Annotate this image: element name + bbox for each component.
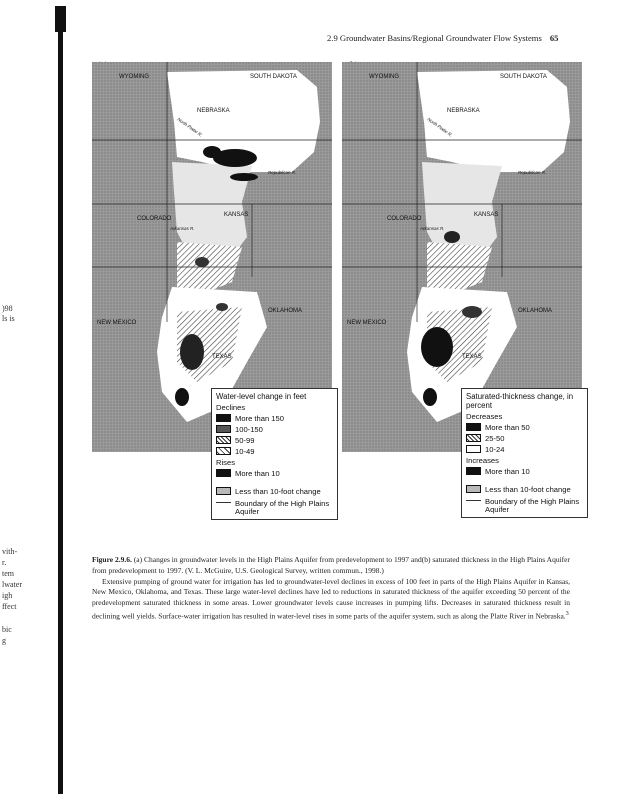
- caption-text: (a) Changes in groundwater levels in the High Plains Aquifer from predevelopment to 1997 and(b) saturated thickness in the High Plains Aquifer from predevelopment to 1997. (V. L. McGuire, U.S. Geological Survey, written commun., 1998.): [92, 555, 571, 575]
- legend-row: [216, 424, 333, 434]
- gutter-fragment: tem: [2, 569, 14, 578]
- state-label: SOUTH DAKOTA: [500, 74, 547, 80]
- decline-area: [230, 173, 258, 181]
- state-label: KANSAS: [474, 212, 499, 218]
- state-label: NEBRASKA: [447, 108, 480, 114]
- legend-swatch: [466, 485, 481, 493]
- legend-row: [466, 484, 583, 494]
- legend-boundary-label: Boundary of the High Plains Aquifer: [485, 497, 580, 514]
- running-head: [327, 33, 558, 43]
- caption-body: Extensive pumping of ground water for irrigation has led to groundwater-level declines in excess of 100 feet in parts of the High Plains Aquifer in Kansas, New Mexico, Oklahoma, and Texas. These large water-level declines have led to reductions in saturated thickness of the aquifer exceeding 50 percent of the predevelopment saturated thickness in some areas. Lower groundwater levels cause increases in pumping lifts. Decreases in saturated thickness result in declining well yields. Surface-water irrigation has resulted in water-level rises in some parts of the aquifer system, such as along the Platte River in Nebraska.: [92, 576, 570, 621]
- state-label: NEBRASKA: [197, 108, 230, 114]
- gutter-fragment: lwater: [2, 580, 22, 589]
- legend-swatch: [466, 434, 481, 442]
- legend-title: Water-level change in feet: [216, 392, 307, 401]
- legend-row: [216, 486, 333, 496]
- legend-swatch: [466, 445, 481, 453]
- legend-label: Less than 10-foot change: [485, 484, 571, 494]
- river-label: Arkansas R.: [420, 226, 445, 231]
- decrease-area: [423, 388, 437, 406]
- river-label: Arkansas R.: [170, 226, 195, 231]
- gutter-fragment: g: [2, 636, 6, 645]
- gutter-fragment: bic: [2, 625, 12, 634]
- legend-label: 10-49: [235, 446, 255, 456]
- decrease-area: [462, 306, 482, 318]
- legend-label: More than 10: [485, 466, 530, 476]
- legend-heading: Increases: [466, 456, 499, 465]
- legend-swatch: [466, 500, 481, 501]
- legend-label: Less than 10-foot change: [235, 486, 321, 496]
- river-label: North Platte R.: [176, 116, 204, 138]
- legend-row: [466, 422, 583, 432]
- decline-area: [203, 146, 221, 158]
- aquifer-nebraska: [417, 70, 570, 172]
- state-label: SOUTH DAKOTA: [250, 74, 297, 80]
- decline-area: [180, 334, 204, 370]
- footnote-ref: 3: [565, 609, 569, 617]
- legend-row: [216, 413, 333, 423]
- legend-row: [466, 444, 583, 454]
- legend-swatch: [466, 467, 481, 475]
- river-label: Republican R.: [518, 170, 547, 175]
- gutter-fragment: ffect: [2, 602, 17, 611]
- legend-row: [216, 446, 333, 456]
- legend-swatch: [216, 469, 231, 477]
- binding-shadow: [58, 8, 63, 794]
- river-label: North Platte R.: [426, 116, 454, 138]
- legend-swatch: [216, 425, 231, 433]
- gutter-fragment: )98: [2, 304, 13, 313]
- legend-label: More than 150: [235, 413, 284, 423]
- gutter-fragment: vith-: [2, 547, 18, 556]
- state-label: TEXAS: [462, 354, 482, 360]
- state-label: TEXAS: [212, 354, 232, 360]
- state-label: NEW MEXICO: [347, 320, 387, 326]
- state-label: OKLAHOMA: [518, 308, 553, 314]
- legend-row: [216, 468, 333, 478]
- state-label: OKLAHOMA: [268, 308, 303, 314]
- legend-row: [216, 435, 333, 445]
- legend-swatch: [216, 447, 231, 455]
- state-label: WYOMING: [119, 74, 149, 80]
- panel-b-legend: [461, 388, 588, 518]
- caption-line: [92, 555, 570, 577]
- decline-area: [175, 388, 189, 406]
- state-label: KANSAS: [224, 212, 249, 218]
- decline-area: [195, 257, 209, 267]
- state-label: COLORADO: [137, 216, 172, 222]
- legend-label: 10-24: [485, 444, 505, 454]
- legend-title: Saturated-thickness change, in percent: [466, 392, 574, 410]
- legend-boundary-label: Boundary of the High Plains Aquifer: [235, 499, 330, 516]
- legend-label: 25-50: [485, 433, 505, 443]
- page-number: 65: [549, 33, 559, 43]
- legend-swatch: [216, 414, 231, 422]
- legend-heading: Declines: [216, 403, 246, 412]
- legend-heading: Rises: [216, 458, 235, 467]
- legend-swatch: [216, 502, 231, 503]
- legend-row: [466, 466, 583, 476]
- decrease-area: [444, 231, 460, 243]
- legend-swatch: [216, 436, 231, 444]
- decline-area: [216, 303, 228, 311]
- gutter-fragment: r.: [2, 558, 7, 567]
- legend-label: 50-99: [235, 435, 255, 445]
- decrease-area: [421, 327, 453, 367]
- section-title: 2.9 Groundwater Basins/Regional Groundwater Flow Systems: [327, 33, 542, 43]
- state-label: NEW MEXICO: [97, 320, 137, 326]
- legend-swatch: [216, 487, 231, 495]
- panel-a-legend: [211, 388, 338, 520]
- legend-label: 100-150: [235, 424, 263, 434]
- state-label: COLORADO: [387, 216, 422, 222]
- gutter-fragment: ls is: [2, 314, 15, 323]
- river-label: Republican R.: [268, 170, 297, 175]
- legend-heading: Decreases: [466, 412, 503, 421]
- caption-paragraph: [92, 577, 570, 623]
- state-label: WYOMING: [369, 74, 399, 80]
- figure-label: Figure 2.9.6.: [92, 555, 132, 564]
- figure-caption: [92, 555, 570, 622]
- gutter-fragment: igh: [2, 591, 13, 600]
- legend-swatch: [466, 423, 481, 431]
- legend-row: [466, 433, 583, 443]
- legend-label: More than 50: [485, 422, 530, 432]
- legend-label: More than 10: [235, 468, 280, 478]
